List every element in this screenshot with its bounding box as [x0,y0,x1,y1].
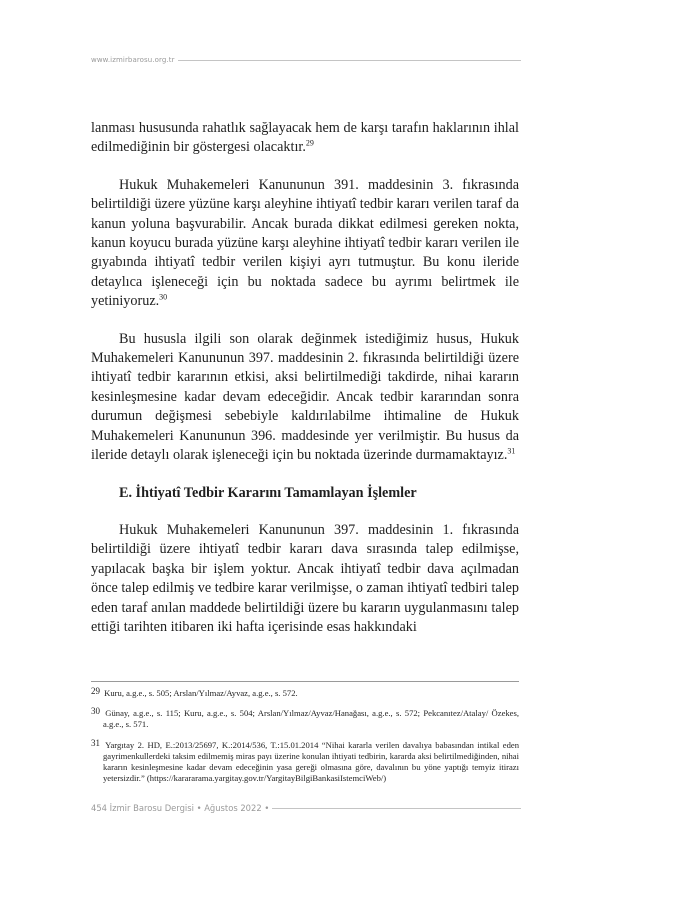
paragraph-3 [91,330,519,466]
footnote-text: Kuru, a.g.e., s. 505; Arslan/Yılmaz/Ayvaz, a.g.e., s. 572. [104,688,298,698]
footnote-ref-30: 30 [159,292,168,302]
page-header [91,54,521,66]
footnote-text: Yargıtay 2. HD, E.:2013/25697, K.:2014/536, T.:15.01.2014 “Nihai kararla verilen davalıya babasından intikal eden gayrimenkullerdeki taksim edilmemiş miras payı üzerine konulan ihtiyati tedbirin, kararda aksi belirtilmediğinden, nihai kararın kesinleşmesine kadar devam edeceğinin yasa gereği olmasına göre, davalının bu yöne yaptığı temyiz itirazı yetersizdir.” (https://karararama.yargitay.gov.tr/YargitayBilgiBankasiIstemciWeb/) [103,739,519,784]
footnote-29 [91,686,519,699]
paragraph-4 [91,521,519,637]
header-rule [178,60,521,61]
footnote-31 [91,738,519,785]
footnote-text: Günay, a.g.e., s. 115; Kuru, a.g.e., s. 504; Arslan/Yılmaz/Ayvaz/Hanağası, a.g.e., s. 572; Pekcanıtez/Atalay/ Özekes, a.g.e., s. 571. [103,708,519,730]
header-url: www.izmirbarosu.org.tr [91,56,175,64]
footnote-ref-29: 29 [305,138,314,148]
footnote-separator [91,681,519,682]
paragraph-2 [91,176,519,312]
paragraph-1 [91,119,519,158]
footnote-number: 31 [91,737,100,748]
footnote-number: 30 [91,706,100,717]
section-heading: E. İhtiyatî Tedbir Kararını Tamamlayan İşlemler [119,484,417,501]
footnotes [91,681,519,791]
paragraph-3-text: Bu hususla ilgili son olarak değinmek istediğimiz husus, Hukuk Muhakemeleri Kanununun 397. maddesinin 2. fıkrasında belirtildiği üzere ihtiyatî tedbir kararının etkisi, aksi belirtilmediği takdirde, nihai kararın kesinleşmesine kadar devam edeceğidir. Ancak tedbir kararından sonra durumun değişmesi sebebiyle kaldırılabilme ihtimaline de Hukuk Muhakemeleri Kanununun 396. maddesinde yer verilmiştir. Bu husus da ileride detaylı olarak işleneceği için bu noktada üzerinde durmamaktayız. [91,330,519,464]
footer-rule [272,808,521,809]
paragraph-1-text: lanması hususunda rahatlık sağlayacak hem de karşı tarafın haklarının ihlal edilmediğinin bir göstergesi olacaktır. [91,120,519,156]
page-footer [91,802,521,814]
footnote-30 [91,706,519,730]
body-text [91,119,519,637]
footnote-number: 29 [91,686,100,696]
footer-text: 454 İzmir Barosu Dergisi • Ağustos 2022 • [91,803,270,813]
paragraph-4-text: Hukuk Muhakemeleri Kanununun 397. maddesinin 1. fıkrasında belirtildiği üzere ihtiyatî tedbir kararı dava sırasında talep edilmişse, yapılacak başka bir işlem yoktur. Ancak ihtiyatî tedbir dava açılmadan önce talep edilmiş ve tedbire karar verilmişse, o zaman ihtiyatî tedbiri talep eden taraf anılan maddede belirtildiği üzere bu kararın uygulanmasını talep ettiği tarihten itibaren iki hafta içerisinde esas hakkındaki [91,521,519,635]
paragraph-2-text: Hukuk Muhakemeleri Kanununun 391. maddesinin 3. fıkrasında belirtildiği üzere yüzüne karşı aleyhine ihtiyatî tedbir kararı verilen taraf da kanun yoluna başvurabilir. Ancak burada dikkat edilmesi gereken nokta, kanun koyucu burada yüzüne karşı aleyhine ihtiyatî tedbir kararı verilen ile gıyabında ihtiyatî tedbir verilen kişiyi ayrı tutmuştur. Bu konu ileride detaylıca işleneceği için bu noktada sadece bu ayrımı belirtmek ile yetiniyoruz. [91,176,519,310]
footnote-ref-31: 31 [507,446,516,456]
